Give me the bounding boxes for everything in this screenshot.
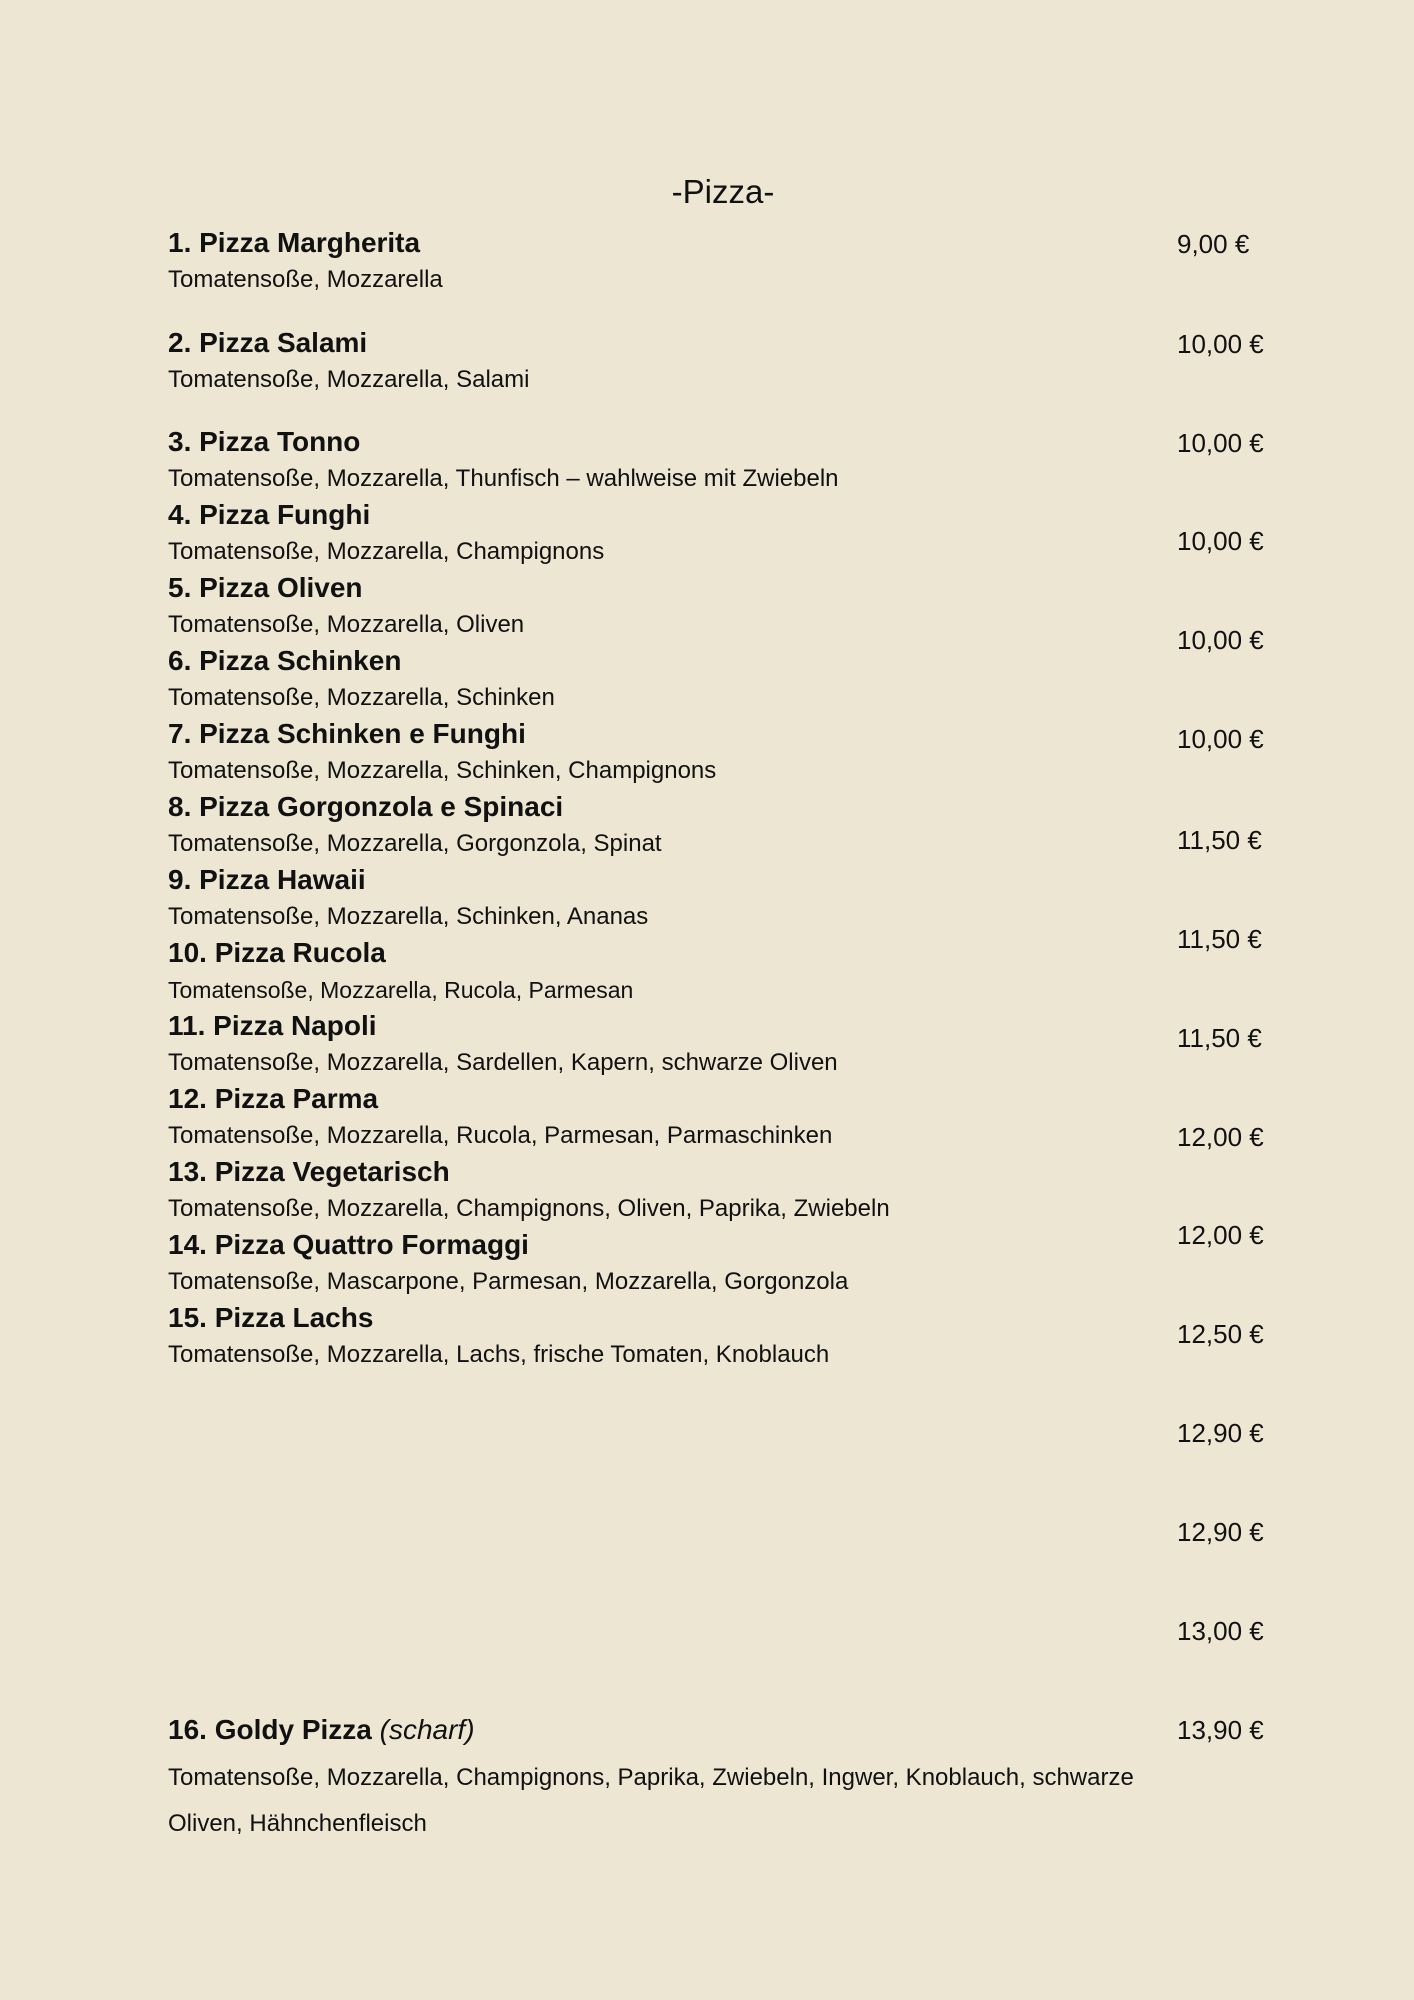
item-name: 4. Pizza Funghi [168,499,371,530]
menu-item [168,226,1188,295]
price: 9,00 € [1177,229,1250,259]
item-description: Tomatensoße, Mozzarella, Schinken [168,684,555,711]
price: 12,90 € [1177,1517,1264,1547]
menu-item [168,1009,1188,1078]
price: 10,00 € [1177,724,1264,754]
item-name: 2. Pizza Salami [168,327,368,358]
price: 10,00 € [1177,625,1264,655]
menu-item [168,326,1188,395]
item-name: 12. Pizza Parma [168,1083,379,1114]
item-description: Tomatensoße, Mozzarella, Salami [168,366,530,393]
menu-item [168,1155,1188,1224]
item-description: Tomatensoße, Mozzarella, Schinken, Ananas [168,903,649,930]
price: 11,50 € [1177,924,1262,954]
item-description: Tomatensoße, Mascarpone, Parmesan, Mozzarella, Gorgonzola [168,1268,849,1295]
item-description: Tomatensoße, Mozzarella, Sardellen, Kapern, schwarze Oliven [168,1049,838,1076]
menu-item [168,717,1188,786]
item-description: Tomatensoße, Mozzarella, Champignons, Paprika, Zwiebeln, Ingwer, Knoblauch, schwarze Oliven, Hähnchenfleisch [168,1764,1134,1837]
item-name: 6. Pizza Schinken [168,645,402,676]
item-name: 5. Pizza Oliven [168,572,363,603]
item-name: 13. Pizza Vegetarisch [168,1156,450,1187]
item-description: Tomatensoße, Mozzarella [168,266,443,293]
price: 12,00 € [1177,1220,1264,1250]
price: 10,00 € [1177,329,1264,359]
item-name: 1. Pizza Margherita [168,227,421,258]
price: 11,50 € [1177,825,1262,855]
item-name: 3. Pizza Tonno [168,426,361,457]
menu-item [168,936,1188,1005]
item-name [168,1713,1188,1747]
item-description: Tomatensoße, Mozzarella, Rucola, Parmesan [168,977,634,1003]
price: 12,00 € [1177,1122,1264,1152]
item-name: 7. Pizza Schinken e Funghi [168,718,526,749]
price: 13,90 € [1177,1715,1264,1745]
price: 10,00 € [1177,428,1264,458]
menu-item [168,1713,1188,1847]
item-description: Tomatensoße, Mozzarella, Gorgonzola, Spinat [168,830,662,857]
item-title: 16. Goldy Pizza [168,1714,372,1745]
item-description: Tomatensoße, Mozzarella, Lachs, frische Tomaten, Knoblauch [168,1341,830,1368]
item-description: Tomatensoße, Mozzarella, Schinken, Champignons [168,757,717,784]
item-name: 8. Pizza Gorgonzola e Spinaci [168,791,564,822]
price: 13,00 € [1177,1616,1264,1646]
item-name: 11. Pizza Napoli [168,1010,377,1041]
price: 12,90 € [1177,1418,1264,1448]
item-name: 9. Pizza Hawaii [168,864,366,895]
page-title: -Pizza- [671,173,775,210]
menu-item [168,863,1188,932]
menu-item [168,1228,1188,1297]
item-note: (scharf) [379,1714,475,1745]
menu-item [168,644,1188,713]
menu-item [168,425,1188,494]
item-description: Tomatensoße, Mozzarella, Champignons, Oliven, Paprika, Zwiebeln [168,1195,890,1222]
item-name: 15. Pizza Lachs [168,1302,374,1333]
menu-item [168,571,1188,640]
menu-item [168,1082,1188,1151]
item-description: Tomatensoße, Mozzarella, Rucola, Parmesan, Parmaschinken [168,1122,833,1149]
menu-item [168,498,1188,567]
item-name: 10. Pizza Rucola [168,937,386,968]
menu-item [168,1301,1188,1370]
item-description: Tomatensoße, Mozzarella, Champignons [168,538,605,565]
price: 10,00 € [1177,526,1264,556]
item-name: 14. Pizza Quattro Formaggi [168,1229,529,1260]
price: 12,50 € [1177,1319,1264,1349]
price: 11,50 € [1177,1023,1262,1053]
menu-item [168,790,1188,859]
item-description: Tomatensoße, Mozzarella, Oliven [168,611,525,638]
item-description: Tomatensoße, Mozzarella, Thunfisch – wahlweise mit Zwiebeln [168,465,839,492]
